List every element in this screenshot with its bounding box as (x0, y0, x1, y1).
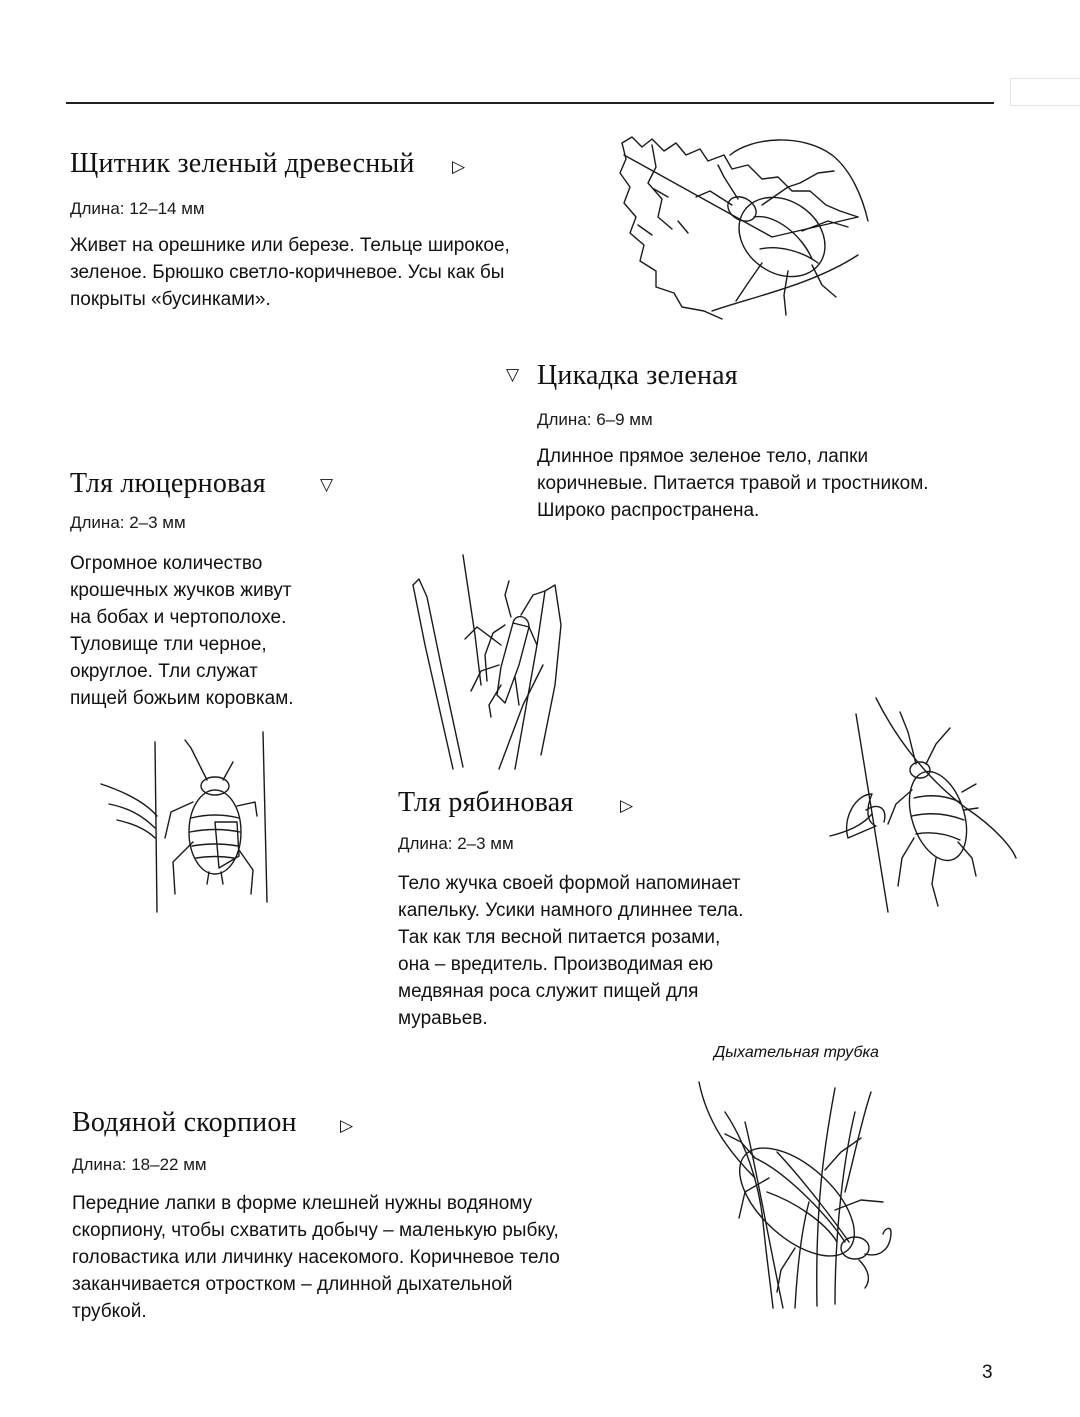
water-scorpion-illustration (685, 1082, 900, 1310)
alfalfa-aphid-description: Огромное количество крошечных жучков живут на бобах и чертополохе. Туловище тли черное, округлое. Тли служат пищей божьим коровкам. (70, 553, 294, 709)
right-arrow-icon: ▷ (452, 157, 466, 176)
alfalfa-aphid-illustration (95, 732, 280, 917)
shield-bug-length: Длина: 12–14 мм (70, 199, 205, 218)
alfalfa-aphid-title: Тля люцерновая (70, 468, 266, 499)
rowan-aphid-description: Тело жучка своей формой напоминает капельку. Усики намного длиннее тела. Так как тля весной питается розами, она – вредитель. Производимая ею медвяная роса служит пищей для муравьев. (398, 873, 744, 1029)
rowan-aphid-title: Тля рябиновая (398, 787, 574, 818)
right-arrow-icon: ▷ (620, 796, 634, 815)
shield-bug-description: Живет на орешнике или березе. Тельце широкое, зеленое. Брюшко светло-коричневое. Усы как бы покрыты «бусинками». (70, 235, 510, 310)
water-scorpion-description: Передние лапки в форме клешней нужны водяному скорпиону, чтобы схватить добычу – маленькую рыбку, головастика или личинку насекомого. Коричневое тело заканчивается отростком – длинной дыхательной трубкой. (72, 1193, 560, 1322)
shield-bug-illustration (612, 125, 872, 325)
alfalfa-aphid-length: Длина: 2–3 мм (70, 513, 186, 532)
rowan-aphid-illustration (826, 698, 1018, 920)
leafhopper-title: Цикадка зеленая (537, 360, 738, 391)
leafhopper-length: Длина: 6–9 мм (537, 410, 653, 429)
header-rule (66, 102, 994, 104)
water-scorpion-title: Водяной скорпион (72, 1107, 297, 1138)
breathing-tube-caption: Дыхательная трубка (714, 1044, 879, 1061)
water-scorpion-length: Длина: 18–22 мм (72, 1155, 207, 1174)
down-arrow-icon: ▽ (506, 365, 520, 384)
page-number: 3 (982, 1362, 993, 1383)
down-arrow-icon: ▽ (320, 475, 334, 494)
rowan-aphid-length: Длина: 2–3 мм (398, 834, 514, 853)
leafhopper-description: Длинное прямое зеленое тело, лапки коричневые. Питается травой и тростником. Широко распространена. (537, 446, 929, 521)
right-arrow-icon: ▷ (340, 1116, 354, 1135)
leafhopper-illustration (405, 555, 595, 770)
bleed-through-header (1010, 78, 1080, 106)
shield-bug-title: Щитник зеленый древесный (70, 148, 415, 179)
